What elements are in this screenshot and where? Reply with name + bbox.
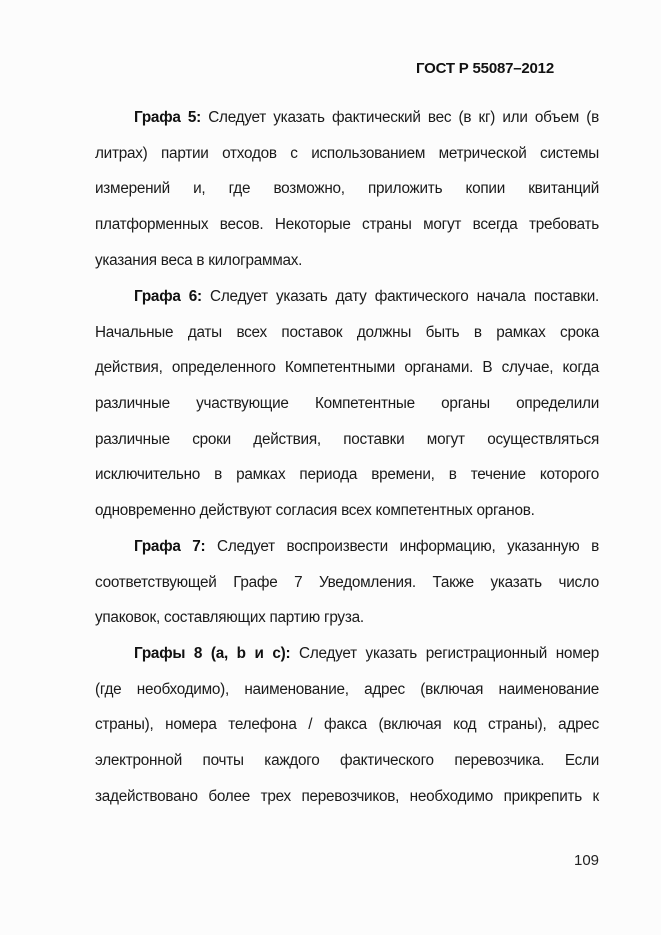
paragraph-line: различные участвующие Компетентные органы определили bbox=[95, 395, 599, 412]
paragraph-line: платформенных весов. Некоторые страны могут всегда требовать bbox=[95, 216, 599, 233]
paragraph-line: Графы 8 (a, b и c): Следует указать регистрационный номер bbox=[134, 645, 599, 662]
page-number: 109 bbox=[574, 852, 600, 869]
paragraph-line: Графа 5: Следует указать фактический вес (в кг) или объем (в bbox=[134, 109, 599, 126]
paragraph-line: исключительно в рамках периода времени, в течение которого bbox=[95, 466, 599, 483]
field-label: Графа 5: bbox=[134, 109, 201, 126]
field-label: Графы 8 (a, b и c): bbox=[134, 645, 291, 662]
paragraph-line: Графа 7: Следует воспроизвести информацию, указанную в bbox=[134, 538, 599, 555]
paragraph-line: литрах) партии отходов с использованием метрической системы bbox=[95, 145, 599, 162]
paragraph-line: Начальные даты всех поставок должны быть в рамках срока bbox=[95, 324, 599, 341]
paragraph-line: страны), номера телефона / факса (включая код страны), адрес bbox=[95, 716, 599, 733]
paragraph-line: измерений и, где возможно, приложить копии квитанций bbox=[95, 180, 599, 197]
paragraph-line: одновременно действуют согласия всех компетентных органов. bbox=[95, 502, 535, 519]
paragraph-line: задействовано более трех перевозчиков, необходимо прикрепить к bbox=[95, 788, 599, 805]
document-header-standard: ГОСТ Р 55087–2012 bbox=[416, 60, 554, 77]
paragraph-line: Графа 6: Следует указать дату фактического начала поставки. bbox=[134, 288, 600, 305]
paragraph-line: указания веса в килограммах. bbox=[95, 252, 303, 269]
field-label: Графа 7: bbox=[134, 538, 206, 555]
paragraph-line: различные сроки действия, поставки могут осуществляться bbox=[95, 431, 599, 448]
paragraph-line: соответствующей Графе 7 Уведомления. Также указать число bbox=[95, 574, 599, 591]
paragraph-line: упаковок, составляющих партию груза. bbox=[95, 609, 364, 626]
paragraph-line: (где необходимо), наименование, адрес (включая наименование bbox=[95, 681, 599, 698]
field-label: Графа 6: bbox=[134, 288, 202, 305]
paragraph-line: электронной почты каждого фактического перевозчика. Если bbox=[95, 752, 599, 769]
paragraph-line: действия, определенного Компетентными органами. В случае, когда bbox=[95, 359, 599, 376]
